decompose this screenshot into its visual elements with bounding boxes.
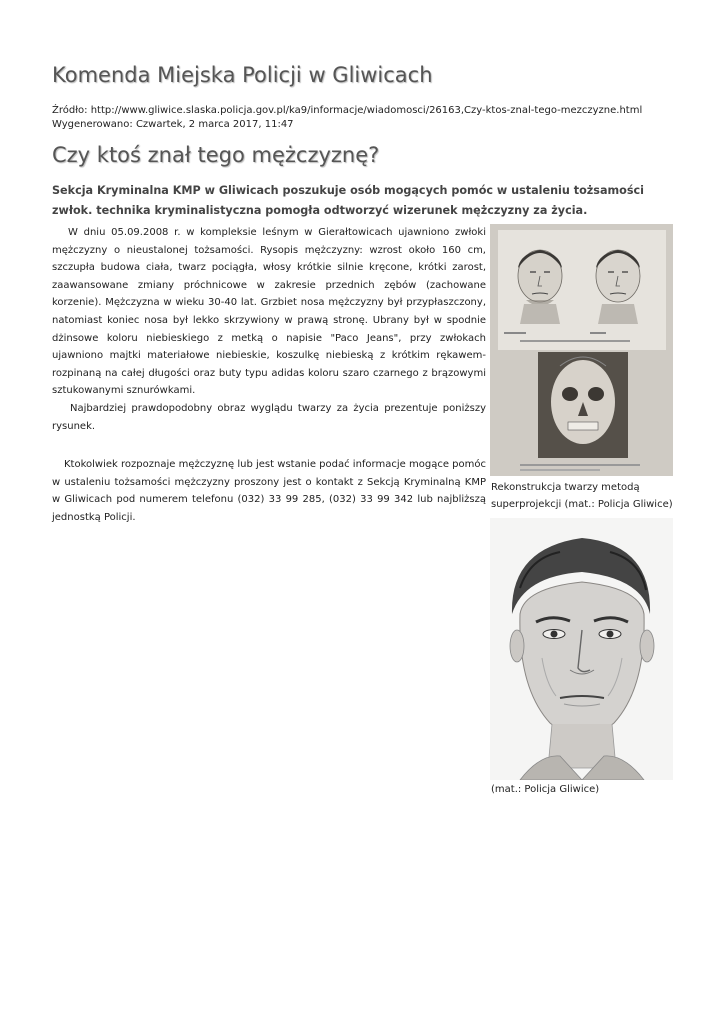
article-lead: Sekcja Kryminalna KMP w Gliwicach poszukuje osób mogących pomóc w ustaleniu tożsamości zwłok. technika kryminalistyczna pomogła odtworzyć wizerunek mężczyzny za życia. [52, 184, 644, 217]
superprojection-illustration [490, 224, 673, 476]
generated-date: Wygenerowano: Czwartek, 2 marca 2017, 11:47 [52, 119, 294, 130]
source-url[interactable]: Źródło: http://www.gliwice.slaska.policja.gov.pl/ka9/informacje/wiadomosci/26163,Czy-ktos-znal-tego-mezczyzne.html [52, 105, 643, 116]
article-body [52, 224, 486, 527]
superprojection-photo [490, 224, 673, 476]
paragraph-description: W dniu 05.09.2008 r. w kompleksie leśnym w Gierałtowicach ujawniono zwłoki mężczyzny o nieustalonej tożsamości. Rysopis mężczyzny: wzrost około 160 cm, szczupła budowa ciała, twarz pociągła, włosy krótkie silnie kręcone, krótki zarost, zaawansowane zmiany próchnicowe w zakresie przednich zębów (zachowane korzenie). Mężczyzna w wieku 30-40 lat. Grzbiet nosa mężczyzny był przypłaszczony, natomiast koniec nosa był lekko skrzywiony w prawą stronę. Ubrany był w spodnie dżinsowe koloru niebieskiego z metką o napisie "Paco Jeans", przy zwłokach ujawniono majtki materiałowe niebieskie, koszulkę niebieską z krótkim rękawem- rozpinaną na całej długości oraz buty typu adidas koloru szaro czarnego z brązowymi sztukowanymi sznurówkami. [52, 227, 486, 397]
paragraph-drawing-intro: Najbardziej prawdopodobny obraz wyglądu twarzy za życia prezentuje poniższy rysunek. [52, 402, 486, 432]
site-title: Komenda Miejska Policji w Gliwicach [52, 63, 433, 87]
article-title: Czy ktoś znał tego mężczyznę? [52, 143, 380, 167]
face-sketch-photo [490, 518, 673, 780]
paragraph-contact: Ktokolwiek rozpoznaje mężczyznę lub jest wstanie podać informacje mogące pomóc w ustaleniu tożsamości mężczyzny proszony jest o kontakt z Sekcją Kryminalną KMP w Gliwicach pod numerem telefonu (032) 33 99 285, (032) 33 99 342 lub najbliższą jednostką Policji. [52, 459, 486, 523]
article-meta [52, 104, 642, 132]
figure-caption-sketch: (mat.: Policja Gliwice) [491, 784, 600, 795]
face-sketch-illustration [490, 518, 673, 780]
figure-caption-superprojection: Rekonstrukcja twarzy metodą superprojekcji (mat.: Policja Gliwice) [491, 482, 673, 510]
